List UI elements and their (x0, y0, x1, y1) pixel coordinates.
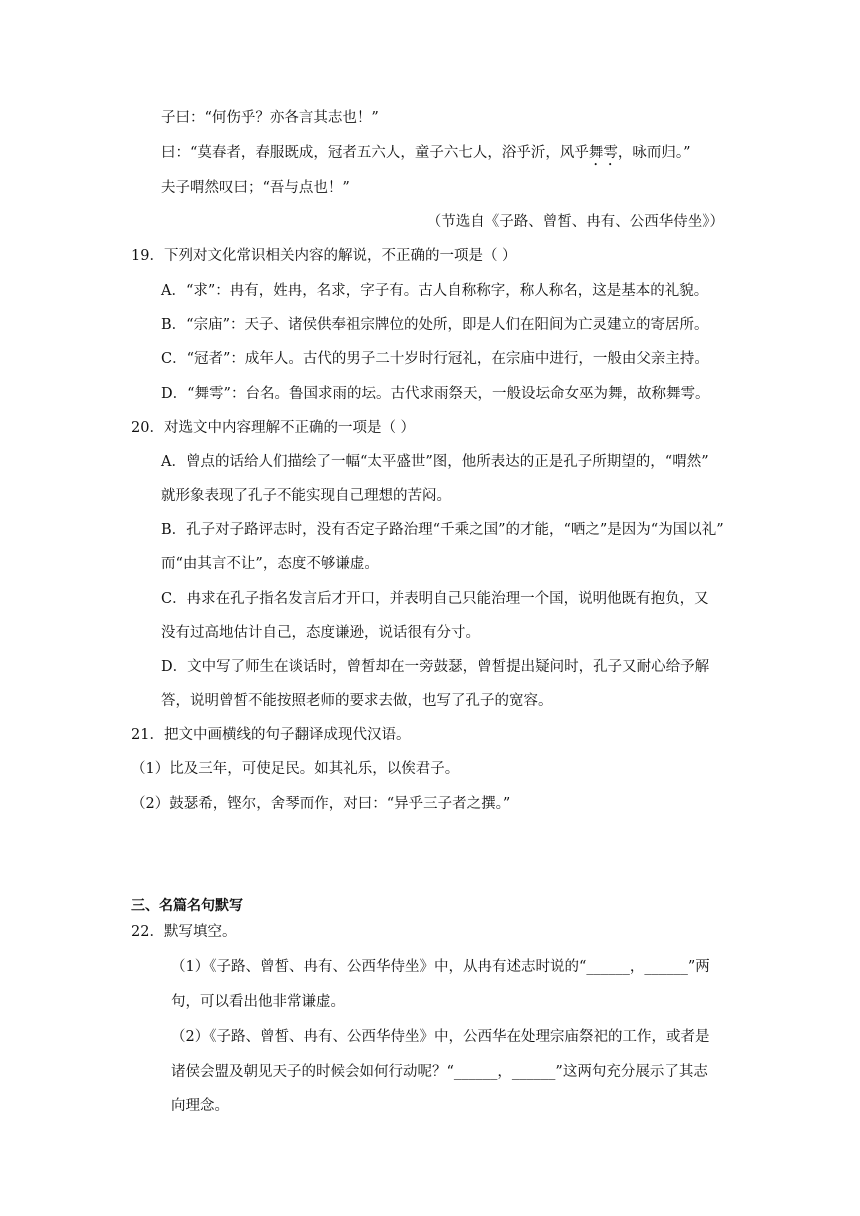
q19-option-c[interactable]: C．“冠者”：成年人。古代的男子二十岁时行冠礼，在宗庙中进行，一般由父亲主持。 (161, 351, 709, 367)
q21-stem: 21．把文中画横线的句子翻译成现代汉语。 (131, 727, 411, 743)
q22-part2-line3: 向理念。 (171, 1098, 229, 1114)
q20-option-a-line2[interactable]: 就形象表现了孔子不能实现自己理想的苦闷。 (161, 488, 451, 504)
q19-option-d[interactable]: D．“舞雩”：台名。鲁国求雨的坛。古代求雨祭天，一般设坛命女巫为舞，故称舞雩。 (161, 386, 710, 402)
q22-part1-line1: （1）《子路、曾皙、冉有、公西华侍坐》中，从冉有述志时说的“______，______”两 (171, 959, 710, 975)
q20-option-d-line1[interactable]: D．文中写了师生在谈话时，曾皙却在一旁鼓瑟，曾皙提出疑问时，孔子又耐心给予解 (161, 659, 710, 675)
q20-option-b-line2[interactable]: 而“由其言不让”，态度不够谦虚。 (161, 556, 379, 572)
q22-part2-line2: 诸侯会盟及朝见天子的时候会如何行动呢？“______，______”这两句充分展示了其志 (171, 1064, 708, 1080)
passage-line-2 (161, 143, 691, 169)
q20-option-a-line1[interactable]: A．曾点的话给人们描绘了一幅“太平盛世”图，他所表达的正是孔子所期望的，“喟然” (161, 454, 709, 470)
q22-part1-line2: 句，可以看出他非常谦虚。 (171, 994, 345, 1010)
q20-stem: 20．对选文中内容理解不正确的一项是（ ） (131, 420, 416, 436)
passage-line-2-emphasis: 舞雩 (588, 145, 618, 161)
q21-sentence-1: （1）比及三年，可使足民。如其礼乐，以俟君子。 (131, 761, 460, 777)
passage-line-2-post: ，咏而归。” (617, 145, 691, 161)
passage-source: （节选自《子路、曾皙、冉有、公西华侍坐》） (426, 214, 724, 230)
q20-option-c-line2[interactable]: 没有过高地估计自己，态度谦逊，说话很有分寸。 (161, 625, 480, 641)
q22-stem: 22．默写填空。 (131, 924, 237, 940)
q20-option-c-line1[interactable]: C．冉求在孔子指名发言后才开口，并表明自己只能治理一个国，说明他既有抱负，又 (161, 591, 709, 607)
passage-line-2-pre: 曰：“莫春者，春服既成，冠者五六人，童子六七人，浴乎沂，风乎 (161, 145, 589, 161)
q19-option-a[interactable]: A．“求”：冉有，姓冉，名求，字子有。古人自称称字，称人称名，这是基本的礼貌。 (161, 283, 709, 299)
passage-line-1: 子曰：“何伤乎？亦各言其志也！” (161, 110, 379, 126)
q19-stem: 19．下列对文化常识相关内容的解说，不正确的一项是（ ） (131, 248, 517, 264)
section-title: 三、名篇名句默写 (131, 898, 243, 914)
q20-option-d-line2[interactable]: 答，说明曾皙不能按照老师的要求去做，也写了孔子的宽容。 (161, 693, 553, 709)
q20-option-b-line1[interactable]: B．孔子对子路评志时，没有否定子路治理“千乘之国”的才能，“哂之”是因为“为国以礼” (161, 522, 724, 538)
q21-sentence-2: （2）鼓瑟希，铿尔，舍琴而作，对曰：“异乎三子者之撰。” (131, 796, 511, 812)
passage-line-3: 夫子喟然叹曰；“吾与点也！” (161, 180, 350, 196)
q19-option-b[interactable]: B．“宗庙”：天子、诸侯供奉祖宗牌位的处所，即是人们在阳间为亡灵建立的寄居所。 (161, 317, 709, 333)
q22-part2-line1: （2）《子路、曾皙、冉有、公西华侍坐》中，公西华在处理宗庙祭祀的工作，或者是 (171, 1029, 710, 1045)
